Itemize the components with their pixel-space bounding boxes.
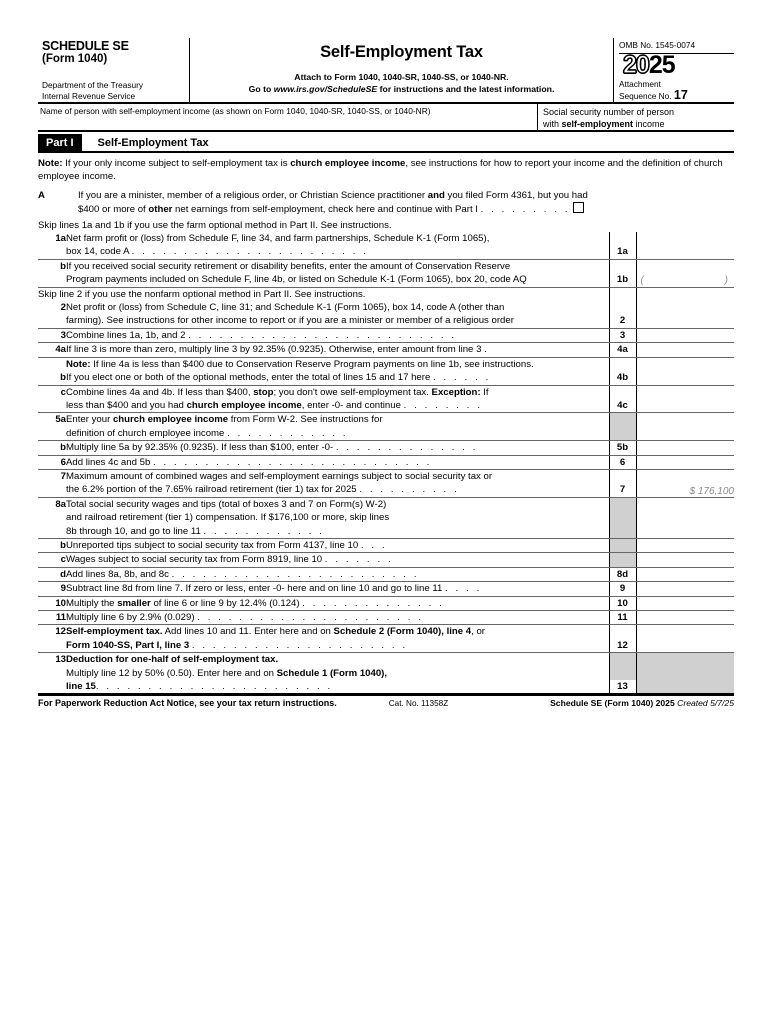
item-a-leader-dots: . . . . . . . . . <box>480 204 571 216</box>
line-4a-amount[interactable] <box>636 343 734 357</box>
table-row-5b <box>38 441 734 455</box>
line-7-desc-1: Maximum amount of combined wages and self-employment earnings subject to social security tax or <box>66 470 493 482</box>
note-text-1: If your only income subject to self-employment tax is <box>62 158 291 169</box>
line-4c-desc-1 <box>66 385 609 399</box>
line-8a-dots: . . . . . . . . . . . . <box>203 525 325 537</box>
line-5a-number: 5a <box>55 414 66 426</box>
line-8a-desc-3 <box>66 525 609 539</box>
line-8d-desc <box>66 567 609 581</box>
line-7-number-blank <box>38 483 66 497</box>
line-10-smaller: smaller <box>117 597 151 609</box>
line-3-text: Combine lines 1a, 1b, and 2 <box>66 329 186 341</box>
item-a-row <box>38 184 734 217</box>
line-12-dots: . . . . . . . . . . . . . . . . . . . . . <box>191 639 408 651</box>
line-8b-text: Unreported tips subject to social security tax from Form 4137, line 10 <box>66 539 359 551</box>
table-row-4b <box>38 371 734 385</box>
line-12-sched2: Schedule 2 (Form 1040), line 4 <box>333 626 472 638</box>
line-12-t1d: , or <box>471 626 485 638</box>
line-8c-number: c <box>38 553 66 567</box>
omb-number: OMB No. 1545-0074 <box>619 38 734 54</box>
line-4c-exception: Exception: <box>431 386 481 398</box>
line-7-box-label: 7 <box>609 483 636 497</box>
item-a-label: A <box>38 189 45 201</box>
line-1b-number: b <box>60 260 66 272</box>
tax-year <box>623 53 675 78</box>
ssn-label-line-1: Social security number of person <box>543 107 675 117</box>
table-row-4a-note <box>38 357 734 371</box>
line-9-dots: . . . . <box>445 583 482 595</box>
tax-year-block <box>619 51 734 79</box>
line-8b-desc <box>66 538 609 552</box>
line-4a-number: 4a <box>38 343 66 357</box>
line-4a-text: If line 3 is more than zero, multiply line 3 by 92.35% (0.9235). Otherwise, enter amount from line 3 <box>66 344 482 356</box>
line-5a-t1a: Enter your <box>66 414 113 426</box>
line-6-dots: . . . . . . . . . . . . . . . . . . . . . . . . . . . <box>152 456 433 468</box>
line-12-t1b: Add lines 10 and 11. Enter here and on <box>162 626 334 638</box>
line-4a-note-num-blank <box>38 357 66 371</box>
table-row-1a <box>38 232 734 245</box>
table-row-11 <box>38 611 734 625</box>
line-2-box-label: 2 <box>609 314 636 328</box>
line-3-dots: . . . . . . . . . . . . . . . . . . . . . . . . . . <box>188 329 457 341</box>
line-8a-number: 8a <box>55 498 66 510</box>
schedule-se-form <box>38 38 734 708</box>
skip-lines-1a-1b: Skip lines 1a and 1b if you use the farm optional method in Part II. See instructions. <box>38 219 392 231</box>
line-7-text-2: the 6.2% portion of the 7.65% railroad retirement (tier 1) tax for 2025 <box>66 484 357 496</box>
line-10-t1a: Multiply the <box>66 597 118 609</box>
table-row-7 <box>38 469 734 483</box>
line-5a-t1c: from Form W-2. See instructions for <box>228 414 383 426</box>
part-tag: Part I <box>38 134 82 151</box>
table-row-12-cont <box>38 639 734 653</box>
line-2-desc-2: farming). See instructions for other income to report or if you are a minister or member of a religious order <box>66 314 609 328</box>
footer-created-date: Created 5/7/25 <box>674 698 734 709</box>
line-10-box-label: 10 <box>609 596 636 610</box>
line-8d-number: d <box>38 567 66 581</box>
line-8c-text: Wages subject to social security tax from Form 8919, line 10 <box>66 554 323 566</box>
line-5a-church: church employee income <box>112 414 229 426</box>
department-line-2: Internal Revenue Service <box>42 90 136 101</box>
line-5a-t2: definition of church employee income <box>66 427 225 439</box>
line-9-text: Subtract line 8d from line 7. If zero or less, enter -0- here and on line 10 and go to line 11 <box>66 583 443 595</box>
line-2-box-label-spacer <box>609 301 636 314</box>
line-13-shaded-cell-2 <box>609 667 636 680</box>
goto-prefix: Go to <box>248 84 274 94</box>
line-12-form1040ss: Form 1040-SS, Part I, line 3 <box>66 639 190 651</box>
line-2-amount-spacer <box>636 301 734 314</box>
line-7-box-spacer <box>609 469 636 483</box>
line-1a-desc-2-text: box 14, code A <box>66 246 129 258</box>
line-8c-shaded-cell <box>609 553 636 567</box>
attachment-sequence <box>619 78 734 101</box>
line-4c-t1e: If <box>480 386 489 398</box>
line-13-number: 13 <box>55 654 66 666</box>
line-5a-shaded-label-cell-2 <box>609 427 636 441</box>
line-6-text: Add lines 4c and 5b <box>66 456 151 468</box>
line-8d-box-label: 8d <box>609 567 636 581</box>
line-4c-t1a: Combine lines 4a and 4b. If less than $400, <box>66 386 254 398</box>
table-row-12 <box>38 625 734 639</box>
line-13-number-blank-2 <box>38 680 66 694</box>
line-11-text: Multiply line 6 by 2.9% (0.029) <box>66 612 195 623</box>
line-4a-desc <box>66 343 609 357</box>
form-header <box>38 38 734 104</box>
form-title: Self-Employment Tax <box>320 43 483 61</box>
line-2-number: 2 <box>60 302 66 314</box>
line-1a-amount[interactable] <box>636 245 734 259</box>
line-1a-dots: . . . . . . . . . . . . . . . . . . . . . . . <box>131 246 369 258</box>
line-7-number: 7 <box>60 470 66 482</box>
line-4c-number-blank <box>38 399 66 413</box>
line-5b-dots: . . . . . . . . . . . . . . <box>335 442 479 454</box>
line-4b-dots: . . . . . . <box>432 372 491 384</box>
line-8a-number-blank <box>38 511 66 524</box>
line-4b-number: b <box>38 371 66 385</box>
line-9-box-label: 9 <box>609 582 636 596</box>
table-row-4c-cont <box>38 399 734 413</box>
form-footer <box>38 694 734 708</box>
sequence-number: 17 <box>673 87 688 102</box>
table-row-9 <box>38 582 734 596</box>
item-a-other: other <box>148 204 173 216</box>
department-line-1: Department of the Treasury <box>42 80 143 90</box>
irs-url[interactable]: www.irs.gov/ScheduleSE <box>273 84 378 94</box>
line-4c-number: c <box>60 386 66 398</box>
note-bold-2: church employee income <box>290 158 406 169</box>
table-row-3 <box>38 328 734 342</box>
line-2-amount[interactable] <box>636 314 734 328</box>
table-row-5a <box>38 413 734 427</box>
table-row-10 <box>38 596 734 610</box>
line-4c-t2a: less than $400 and you had <box>66 399 187 411</box>
line-2-desc-1: Net profit or (loss) from Schedule C, line 31; and Schedule K-1 (Form 1065), box 14, code A (other than <box>66 302 505 314</box>
line-8a-amt-spacer-2 <box>636 511 734 524</box>
table-row-8d <box>38 567 734 581</box>
line-10-dots: . . . . . . . . . . . . . . <box>302 597 445 609</box>
line-8a-number-blank-2 <box>38 525 66 539</box>
line-5b-number: b <box>38 441 66 455</box>
line-1b-desc-1: If you received social security retirement or disability benefits, enter the amount of Conservation Reserve <box>66 260 511 272</box>
ssn-label-line-2 <box>543 118 734 130</box>
line-7-amt-spacer <box>636 469 734 483</box>
line-4c-dots: . . . . . . . . <box>403 399 483 411</box>
line-4a-note <box>66 357 609 371</box>
item-a-and: and <box>427 189 445 201</box>
goto-instruction <box>190 83 613 95</box>
line-6-box-label: 6 <box>609 455 636 469</box>
table-row-8a-cont1 <box>38 511 734 524</box>
line-13-line15: line 15 <box>66 681 96 693</box>
line-5a-amt-spacer <box>636 413 734 427</box>
line-12-amt-spacer <box>636 625 734 639</box>
line-5b-text: Multiply line 5a by 92.35% (0.9235). If less than $100, enter -0- <box>66 442 334 454</box>
line-8c-dots: . . . . . . . <box>324 554 394 566</box>
catalog-number: Cat. No. 11358Z <box>388 699 449 709</box>
line-11-desc <box>66 611 609 625</box>
table-row-5a-cont <box>38 427 734 441</box>
line-8a-amt-spacer-3 <box>636 525 734 539</box>
line-2-number-blank <box>38 314 66 328</box>
line-9-amount[interactable] <box>636 582 734 596</box>
line-9-desc <box>66 582 609 596</box>
line-5a-desc-1 <box>66 413 609 427</box>
ssn-label-bold: self-employment <box>561 119 634 129</box>
line-4c-t1c: ; you don't owe self-employment tax. <box>273 386 432 398</box>
line-13-desc-3 <box>66 680 609 694</box>
line-4a-dots: . <box>484 344 490 356</box>
line-1b-amount-spacer <box>636 259 734 273</box>
table-row-13-cont1 <box>38 667 734 680</box>
line-7-dots: . . . . . . . . . . <box>359 484 460 496</box>
line-5a-amt-spacer-2 <box>636 427 734 441</box>
line-3-box-label: 3 <box>609 328 636 342</box>
line-11-box-label: 11 <box>609 611 636 625</box>
line-6-desc <box>66 455 609 469</box>
line-7-amount: $ 176,100 <box>636 483 734 497</box>
line-10-t1c: of line 6 or line 9 by 12.4% (0.124) <box>150 597 300 609</box>
line-4c-amount[interactable] <box>636 399 734 413</box>
line-12-bold: Self-employment tax. <box>66 626 163 638</box>
ssn-field-cell[interactable] <box>538 104 734 130</box>
attachment-label: Attachment <box>619 79 661 89</box>
note-text-2: , see instructions for how to report your income and the definition of church employee income. <box>38 158 723 183</box>
line-12-box-label: 12 <box>609 639 636 653</box>
table-row-13 <box>38 653 734 667</box>
line-8b-amt-spacer <box>636 538 734 552</box>
ssn-label-pre: with <box>543 119 562 129</box>
line-13-sched1: Schedule 1 (Form 1040), <box>276 667 388 679</box>
table-row-8a-cont2 <box>38 525 734 539</box>
line-1a-desc-2 <box>66 245 609 259</box>
line-9-number: 9 <box>38 582 66 596</box>
line-8b-number: b <box>38 538 66 552</box>
line-8c-desc <box>66 553 609 567</box>
schedule-subtitle: (Form 1040) <box>42 53 108 65</box>
line-3-number: 3 <box>38 328 66 342</box>
line-12-desc-2 <box>66 639 609 653</box>
line-1b-box-label-spacer <box>609 259 636 273</box>
line-8c-amt-spacer <box>636 553 734 567</box>
line-1a-amount-spacer <box>636 232 734 245</box>
line-5b-amount[interactable] <box>636 441 734 455</box>
line-1a-number-blank <box>38 245 66 259</box>
table-row-2-cont <box>38 314 734 328</box>
line-13-shaded-amt-1 <box>636 653 734 667</box>
table-row-8b <box>38 538 734 552</box>
line-12-desc-1 <box>66 625 609 639</box>
schedule-title: SCHEDULE SE <box>42 39 129 53</box>
line-11-dots: . . . . . . . . . . . . . . . . . . . . . . <box>197 612 424 623</box>
line-1b-box-label: 1b <box>609 273 636 287</box>
table-row-8a <box>38 497 734 511</box>
lines-table <box>38 232 734 694</box>
line-8a-shaded-cell-1 <box>609 497 636 511</box>
table-row-7-cont <box>38 483 734 497</box>
line-8d-dots: . . . . . . . . . . . . . . . . . . . . . . . . <box>171 568 420 580</box>
line-10-amount[interactable] <box>636 596 734 610</box>
line-7-desc-2 <box>66 483 609 497</box>
line-13-dots: . . . . . . . . . . . . . . . . . . . . . . . <box>95 681 333 693</box>
name-ssn-row <box>38 104 734 132</box>
line-1a-box-label-spacer <box>609 232 636 245</box>
line-5b-box-label: 5b <box>609 441 636 455</box>
header-left-block <box>38 38 190 102</box>
line-13-t2a: Multiply line 12 by 50% (0.50). Enter here and on <box>66 667 277 679</box>
line-4b-box-label: 4b <box>609 371 636 385</box>
line-6-amount[interactable] <box>636 455 734 469</box>
table-row-4c <box>38 385 734 399</box>
department-block <box>42 80 189 102</box>
goto-suffix: for instructions and the latest information. <box>377 84 555 94</box>
line-3-desc <box>66 328 609 342</box>
line-13-desc-2 <box>66 667 609 680</box>
table-row-1a-cont <box>38 245 734 259</box>
line-10-desc <box>66 596 609 610</box>
line-4c-t2c: , enter -0- and continue <box>301 399 404 411</box>
line-5a-desc-2 <box>66 427 609 441</box>
line-4a-note-text: If line 4a is less than $400 due to Conservation Reserve Program payments on line 1b, see instructions. <box>90 358 534 370</box>
table-row-13-cont2 <box>38 680 734 694</box>
tax-year-decade: 25 <box>648 51 675 79</box>
line-5a-number-blank <box>38 427 66 441</box>
table-row-6 <box>38 455 734 469</box>
line-8a-shaded-cell-2 <box>609 511 636 524</box>
line-4c-stop: stop <box>253 386 274 398</box>
note-bold-label: Note: <box>38 158 63 169</box>
attach-instruction: Attach to Form 1040, 1040-SR, 1040-SS, or 1040-NR. <box>294 72 509 82</box>
part-title: Self-Employment Tax <box>97 136 209 149</box>
line-5b-desc <box>66 441 609 455</box>
line-13-shaded-cell-1 <box>609 653 636 667</box>
skip-line-2: Skip line 2 if you use the nonfarm optional method in Part II. See instructions. <box>38 288 366 300</box>
line-1b-paren-wrap <box>637 275 735 287</box>
item-a-line1-c: you filed Form 4361, but you had <box>444 189 588 201</box>
line-4a-note-amt-spacer <box>636 357 734 371</box>
church-income-note <box>38 153 734 184</box>
line-10-number: 10 <box>38 596 66 610</box>
line-4c-box-label: 4c <box>609 399 636 413</box>
line-4c-desc-2 <box>66 399 609 413</box>
line-12-box-spacer <box>609 625 636 639</box>
table-row-1b-cont <box>38 273 734 287</box>
item-a-line2-c: net earnings from self-employment, check here and continue with Part I <box>172 204 478 216</box>
line-1a-desc-1: Net farm profit or (loss) from Schedule F, line 34, and farm partnerships, Schedule K-1 (Form 1065), <box>66 233 490 245</box>
table-row-1b <box>38 259 734 273</box>
line-8b-shaded-cell <box>609 538 636 552</box>
line-4c-amt-spacer <box>636 385 734 399</box>
part-i-bar <box>38 134 734 153</box>
line-13-bold-heading: Deduction for one-half of self-employment tax. <box>66 654 279 666</box>
footer-form-id <box>550 698 734 708</box>
sequence-label: Sequence No. <box>619 90 672 101</box>
line-4b-text: If you elect one or both of the optional methods, enter the total of lines 15 and 17 here <box>66 372 431 384</box>
line-8d-text: Add lines 8a, 8b, and 8c <box>66 568 169 580</box>
table-row-2 <box>38 301 734 314</box>
line-1b-paren-close: ) <box>724 274 728 286</box>
line-13-shaded-amt-2 <box>636 667 734 680</box>
item-a-text <box>78 189 734 217</box>
line-4a-note-bold: Note: <box>66 358 91 370</box>
line-5a-shaded-label-cell <box>609 413 636 427</box>
line-4c-church: church employee income <box>186 399 302 411</box>
line-1b-amount[interactable] <box>636 273 734 287</box>
line-11-number: 11 <box>38 611 66 625</box>
table-row-skip-2 <box>38 287 734 301</box>
skip-2-amt-spacer <box>636 287 734 301</box>
line-1a-box-label: 1a <box>609 245 636 259</box>
header-right-block <box>614 38 734 102</box>
name-field-label: Name of person with self-employment income (as shown on Form 1040, 1040-SR, 1040-SS, or 1040-NR) <box>40 106 431 116</box>
paperwork-notice: For Paperwork Reduction Act Notice, see your tax return instructions. <box>38 698 337 709</box>
line-13-box-label: 13 <box>609 680 636 694</box>
line-5a-dots: . . . . . . . . . . . . <box>227 427 349 439</box>
line-1b-paren-open: ( <box>640 274 644 286</box>
line-4a-box-label: 4a <box>609 343 636 357</box>
skip-2-box-spacer <box>609 287 636 301</box>
line-1b-desc-2: Program payments included on Schedule F, line 4b, or listed on Schedule K-1 (Form 1065), box 20, code AQ <box>66 273 609 287</box>
table-row-8c <box>38 553 734 567</box>
line-8b-dots: . . . <box>360 539 388 551</box>
line-12-amount[interactable] <box>636 639 734 653</box>
footer-form-name: Schedule SE (Form 1040) 2025 <box>550 698 675 709</box>
line-8a-amt-spacer-1 <box>636 497 734 511</box>
line-8a-desc-2: and railroad retirement (tier 1) compensation. If $176,100 or more, skip lines <box>66 512 390 524</box>
ssn-label-post: income <box>633 119 665 129</box>
item-a-line1-a: If you are a minister, member of a religious order, or Christian Science practitioner <box>78 189 428 201</box>
line-3-amount[interactable] <box>636 328 734 342</box>
line-8a-text-3: 8b through 10, and go to line 11 <box>66 525 201 537</box>
name-field-cell[interactable] <box>38 104 538 130</box>
line-8a-desc-1: Total social security wages and tips (total of boxes 3 and 7 on Form(s) W-2) <box>66 498 387 510</box>
tax-year-century: 20 <box>623 51 649 79</box>
line-11-amount[interactable] <box>636 611 734 625</box>
item-a-line2-a: $400 or more of <box>78 204 149 216</box>
line-13-desc-1 <box>66 653 609 667</box>
line-4b-amount[interactable] <box>636 371 734 385</box>
line-12-number: 12 <box>55 626 66 638</box>
line-4c-box-spacer <box>609 385 636 399</box>
line-1a-number: 1a <box>55 233 66 245</box>
item-a-checkbox[interactable] <box>573 202 584 213</box>
line-4b-desc <box>66 371 609 385</box>
line-13-shaded-amt-3 <box>636 680 734 694</box>
line-12-number-blank <box>38 639 66 653</box>
line-1b-number-blank <box>38 273 66 287</box>
line-13-number-blank <box>38 667 66 680</box>
line-6-number: 6 <box>38 455 66 469</box>
line-8d-amount[interactable] <box>636 567 734 581</box>
line-8a-shaded-cell-3 <box>609 525 636 539</box>
header-center-block <box>190 38 614 102</box>
line-4a-note-box-spacer <box>609 357 636 371</box>
table-row-4a <box>38 343 734 357</box>
